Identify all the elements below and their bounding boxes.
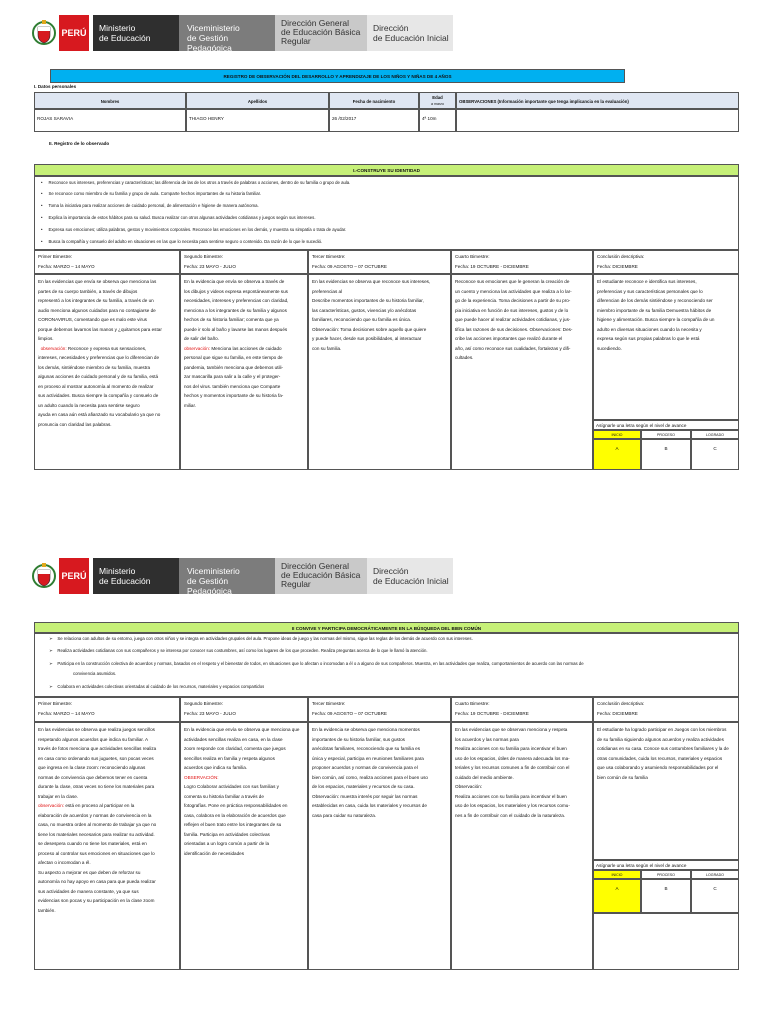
text-line: y puede hacer, desde sus posibilidades, al interactuar	[312, 336, 422, 341]
observation-label: observación:	[40, 345, 67, 351]
peru-logo	[25, 15, 93, 51]
direccion-inicial-block	[367, 15, 453, 51]
text-line: establecidas en casa, cuida los materiales y recursos de	[312, 803, 427, 808]
direccion-line: Regular	[281, 579, 311, 589]
text-line: proponer acuerdos y normas de convivencia para el	[312, 765, 418, 770]
fecha-label: Fecha: MARZO – 14 MAYO	[38, 263, 95, 269]
text-line: zar mascarilla para salir a la calle y el proteger-	[184, 374, 281, 379]
value-observaciones	[456, 109, 739, 132]
fecha-label: Fecha: 09 AGOSTO – 07 OCTUBRE	[312, 710, 387, 716]
direccion-line: Regular	[281, 36, 311, 46]
observation-line: observación: Menciona las acciones de cuidado	[184, 345, 282, 351]
section2-title: II CONVIVE Y PARTICIPA DEMOCRÁTICAMENTE EN LA BÚSQUEDA DEL BIEN COMÚN	[34, 622, 739, 633]
text-line: otras comunidades, cuida los recursos, materiales y espacios	[597, 755, 723, 761]
s2-conclusion-header	[593, 697, 739, 722]
direccion-general-block	[275, 15, 367, 51]
s2-nivel-proceso: PROCESO	[641, 870, 691, 879]
bimestre-label: Segundo Bimestre:	[184, 254, 224, 259]
text-line: algunas acciones de cuidado personal y de su familia, está	[38, 374, 159, 379]
text-line: de salir del baño.	[184, 336, 219, 341]
text-line: Logro Colaborar actividades con sus familias y	[184, 784, 279, 789]
text-line: Observación: muestra interés por seguir las normas	[312, 793, 418, 799]
text-line: casa, no muestra orden al momento de trabajar ya que no	[38, 822, 157, 827]
text-line: representó a los integrantes de su familia, a través de un	[38, 298, 154, 303]
s1-col3	[308, 274, 451, 470]
edad-label: Edad	[432, 95, 443, 100]
section2-competencias	[34, 633, 739, 697]
ministerio-line: de Educación	[99, 33, 151, 43]
direccion-line: de Educación Inicial	[373, 576, 449, 586]
s1-col2	[180, 274, 308, 470]
s1-col4	[451, 274, 593, 470]
s2-letra-b[interactable]: B	[641, 879, 691, 913]
s2-bim2-header	[180, 697, 308, 722]
s1-bim3-header	[308, 250, 451, 274]
section1-title: I.-CONSTRUYE SU IDENTIDAD	[34, 164, 739, 176]
text-line: cuidado del medio ambiente.	[455, 774, 514, 780]
text-line: única y especial, participa en reuniones familiares para	[312, 755, 424, 761]
s2-nivel-blank	[593, 913, 739, 970]
text-line: Observación:	[455, 784, 483, 789]
value-apellidos: THIAGO HENRY	[186, 109, 329, 132]
coat-of-arms-icon	[31, 18, 57, 48]
text-line: afectan o incomodan a él.	[38, 860, 91, 865]
text-line: en proceso al mostrar autonomía al momento de realizar	[38, 383, 154, 389]
competencia-item-cont: convivencia asumidos.	[73, 671, 117, 676]
coat-of-arms-icon	[31, 561, 57, 591]
text-line: adulto en diversas situaciones cuando la necesita y	[597, 326, 702, 332]
fecha-label: Fecha: 23 MAYO - JULIO	[184, 263, 236, 269]
text-line: familiares, reconociendo que su familia es única.	[312, 317, 412, 322]
bimestre-label: Tercer Bimestre:	[312, 701, 346, 706]
s2-col4	[451, 722, 593, 970]
th-nombres: Nombres	[34, 92, 186, 109]
text-line: año, así como reconoce sus cualidades, fortalezas y difi-	[455, 345, 571, 351]
bimestre-label: Tercer Bimestre:	[312, 254, 346, 259]
text-line: diferencian de los demás sintiéndose y reconociendo ser	[597, 298, 713, 303]
competencia-item: • Toma la iniciativa para realizar acciones de cuidado personal, de alimentación e higiene de manera autónoma.	[41, 203, 259, 208]
bimestre-label: Conclusión descriptiva:	[597, 254, 645, 259]
text-line: preferencias al	[312, 288, 343, 294]
text-line: también.	[38, 907, 56, 913]
text-line: CORONAVIRUS, comentando que es malo este virus	[38, 317, 147, 322]
text-line: reflejen el buen trato entre los integrantes de su	[184, 822, 282, 827]
text-line: familia. Participa en actividades colectivas	[184, 831, 270, 837]
s2-letra-c[interactable]: C	[691, 879, 739, 913]
direccion-line: de Educación Básica	[281, 570, 361, 580]
viceministerio-line: de Gestión Pedagógica	[187, 33, 232, 53]
text-line: Su aspecto a mejorar es que deben de reforzar su	[38, 869, 141, 875]
text-line: uso de los espacios, los materiales y los recursos comu-	[455, 803, 570, 808]
text-line: un adulto cuando la necesita para sentirse seguro	[38, 402, 140, 408]
text-line: En la evidencia que envía se observa que menciona que	[184, 727, 300, 732]
header-banner	[25, 15, 457, 51]
text-line: identificación de necesidades	[184, 850, 245, 856]
peru-label: PERÚ	[59, 558, 89, 594]
s2-nivel-label: Asígnarle una letra según el nivel de avance	[593, 860, 739, 870]
competencia-item: • Busca la compañía y consuelo del adulto en situaciones en las que lo necesita para sentirse seguro o contenido. Da razón de lo que le sucedió.	[41, 239, 323, 244]
observation-label: OBSERVACIÓN:	[184, 774, 219, 780]
s2-bim1-header	[34, 697, 180, 722]
text-line: en casa como ordenando sus juguetes, son pocas veces	[38, 755, 154, 761]
text-line: menciona a los integrantes de su familia y algunos	[184, 307, 287, 313]
s1-nivel-inicio: INICIO	[593, 430, 641, 439]
text-line: sus actividades. Busca siempre la compañía y consuelo de	[38, 393, 159, 398]
text-line: expresa según sus propias palabras lo que le está	[597, 336, 700, 341]
ministerio-block	[93, 558, 179, 594]
registro-observado-title: II. Registro de lo observado	[49, 141, 110, 146]
text-line: de su familia siguiendo algunos acuerdos y realiza actividades	[597, 736, 724, 742]
text-line: partes de su cuerpo también, a través de dibujos	[38, 288, 138, 294]
competencia-item: • Se reconoce como miembro de su familia y grupo de aula. Comparte hechos importantes de su historia familiar.	[41, 191, 262, 196]
text-line: Realiza acciones con su familia para incentivar el buen	[455, 746, 567, 751]
s1-letra-b[interactable]: B	[641, 439, 691, 470]
text-line: los dibujos y videos expresa espontáneamente sus	[184, 288, 288, 294]
s2-nivel-inicio: INICIO	[593, 870, 641, 879]
edad-sub-label: a marzo	[431, 102, 444, 106]
text-line: los acuerdos y las normas para	[455, 736, 519, 742]
text-line: proceso al controlar sus emociones en situaciones que lo	[38, 850, 155, 856]
text-line: las características, gustos, vivencias y/o anécdotas	[312, 307, 417, 313]
peru-logo	[25, 558, 93, 594]
ministerio-line: de Educación	[99, 576, 151, 586]
fecha-label: Fecha: MARZO – 14 MAYO	[38, 710, 95, 716]
text-line: actividades sencillas realiza en casa, en la clase	[184, 736, 283, 742]
registro-title: REGISTRO DE OBSERVACIÓN DEL DESARROLLO Y APRENDIZAJE DE LOS NIÑOS Y NIÑAS DE 4 AÑOS	[50, 69, 625, 83]
bimestre-label: Primer Bimestre:	[38, 254, 73, 259]
text-line: En la evidencia se observa que menciona momentos	[312, 727, 420, 732]
text-line: fotografías. Pone en práctica responsabilidades en	[184, 803, 288, 808]
text-line: autonomía no hay apoyo en casa para que pueda realizar	[38, 879, 156, 884]
text-line: personal que sigue su familia, en este tiempo de	[184, 355, 283, 360]
text-line: go de la experiencia. Toma decisiones a partir de su pro-	[455, 298, 571, 303]
observation-line: observación: está en proceso al participar en la	[38, 803, 135, 808]
header-banner-2	[25, 558, 457, 594]
text-line: respetando algunos acuerdos que indica su familiar. A	[38, 736, 149, 742]
competencia-item: • Reconoce sus intereses, preferencias y características; las diferencia de las de los otros a través de palabras o acciones, dentro de su familia o grupo de aula.	[41, 180, 351, 185]
text-line: limpios.	[38, 336, 54, 341]
text-line: El estudiante ha logrado participar en Juegos con los miembros	[597, 727, 727, 732]
s1-letra-a[interactable]: A	[593, 439, 641, 470]
text-line: porque debemos lavarnos las manos y ¿quitarnos para estar	[38, 326, 162, 332]
text-line: Realiza acciones con su familia para incentivar el buen	[455, 793, 567, 799]
th-fecha-nacimiento: Fecha de nacimiento	[329, 92, 419, 109]
text-line: los demás, sintiéndose miembro de su familia, muestra	[38, 364, 151, 370]
text-line: pandemia, también menciona que debemos utili-	[184, 364, 284, 370]
th-apellidos: Apellidos	[186, 92, 329, 109]
text-line: que usa colaborando y asumiendo responsabilidades por el	[597, 765, 719, 770]
text-line: tifica las razones de sus decisiones. Observaciones: Des-	[455, 326, 573, 332]
fecha-label: Fecha: 23 MAYO - JULIO	[184, 710, 236, 716]
text-line: pia iniciativa en función de sus intereses, gustos y de lo	[455, 307, 569, 313]
s1-nivel-label: Asígnarle una letra según el nivel de avance	[593, 420, 739, 430]
text-line: En las evidencias se observa que realiza juegos sencillos	[38, 727, 155, 732]
text-line: importantes de su historia familiar, sus gustos	[312, 736, 405, 742]
text-line: puede ir solo al baño y lavarse las manos después	[184, 326, 288, 332]
s1-bim2-header	[180, 250, 308, 274]
text-line: tiene los materiales necesarios para realizar su actividad.	[38, 831, 155, 837]
competencia-item: ➢ Se relaciona con adultos de su entorno, juega con otros niños y se integra en actividades grupales del aula. Propone ideas de juego y las normas del mismo, sigue las reglas de los demás de acuerdo con sus intereses.	[49, 636, 473, 641]
viceministerio-line: de Gestión Pedagógica	[187, 576, 232, 596]
ministerio-line: Ministerio	[99, 566, 136, 576]
fecha-label: Fecha: DICIEMBRE	[597, 263, 638, 269]
bimestre-label: Cuarto Bimestre:	[455, 701, 490, 706]
observation-line: observación: Reconoce y expresa sus sensaciones,	[40, 345, 147, 351]
text-line: evidencias son pocas y su participación en la clase zoom	[38, 898, 155, 903]
th-observaciones: OBSERVACIONES (Información importante que tenga implicancia en la evaluación)	[456, 92, 739, 109]
text-line: necesidades, intereses y preferencias con claridad,	[184, 298, 289, 303]
s1-nivel-proceso: PROCESO	[641, 430, 691, 439]
s2-col3	[308, 722, 451, 970]
text-line: se desespera cuando no tiene los materiales, está en	[38, 841, 147, 846]
text-line: ayuda en casa aún está afianzado su vocabulario ya que no	[38, 412, 161, 417]
fecha-label: Fecha: 19 OCTUBRE - DICIEMBRE	[455, 263, 529, 269]
s1-bim4-header	[451, 250, 593, 274]
text-line: cotidianas en su casa. Conoce sus costumbres familiares y la de	[597, 746, 729, 751]
viceministerio-line: Viceministerio	[187, 566, 240, 576]
text-line: uso de los espacios, útiles de manera adecuada los ma-	[455, 755, 570, 761]
value-nombres: ROJAS SARAVIA	[34, 109, 186, 132]
text-line: audio menciona algunos cuidados para no contagiarse de	[38, 307, 156, 313]
text-line: con su familia.	[312, 345, 342, 351]
text-line: miliar.	[184, 402, 196, 408]
text-line: casa para cuidar su naturaleza.	[312, 812, 377, 818]
text-line: En las evidencias que se observan menciona y respeta	[455, 727, 568, 732]
text-line: cultades.	[455, 355, 474, 360]
s2-bim4-header	[451, 697, 593, 722]
direccion-line: de Educación Inicial	[373, 33, 449, 43]
text-line: En las evidencias que envía se observa que menciona las	[38, 279, 157, 284]
s2-letra-a[interactable]: A	[593, 879, 641, 913]
text-line: higiene y alimentación. Busca siempre la compañía de un	[597, 317, 715, 322]
text-line: sus actividades de manera constante, ya que sus	[38, 888, 139, 894]
text-line: zoom responde con claridad, comenta que juegos	[184, 746, 286, 751]
bimestre-label: Cuarto Bimestre:	[455, 254, 490, 259]
text-line: En la evidencia que envía se observa a través de	[184, 279, 285, 284]
s2-col2	[180, 722, 308, 970]
text-line: teriales y los recursos comunes a fin de contribuir con el	[455, 765, 570, 770]
text-line: hechos y momentos importante de su historia fa-	[184, 393, 284, 398]
text-line: durante la clase, otras veces no tiene los materiales para	[38, 784, 155, 789]
text-line: intereses, necesidades y preferencias que lo diferencian de	[38, 355, 160, 360]
fecha-label: Fecha: DICIEMBRE	[597, 710, 638, 716]
text-line: casa, colabora en la elaboración de acuerdos que	[184, 812, 286, 818]
fecha-label: Fecha: 09 AGOSTO – 07 OCTUBRE	[312, 263, 387, 269]
s2-col1	[34, 722, 180, 970]
text-line: trabajar en la clase.	[38, 793, 79, 799]
direccion-line: Dirección	[373, 23, 409, 33]
text-line: que puede hacer al realizar actividades cotidianas, y jus-	[455, 317, 571, 322]
text-line: El estudiante reconoce e identifica sus intereses,	[597, 279, 697, 284]
s1-col5	[593, 274, 739, 420]
text-line: nes a fin de contribuir con el cuidado de la naturaleza.	[455, 812, 566, 818]
ministerio-block	[93, 15, 179, 51]
text-line: Reconoce sus emociones que le generan la creación de	[455, 279, 570, 284]
observation-label: observación:	[38, 803, 65, 808]
text-line: Observación: Toma decisiones sobre aquello que quiere	[312, 326, 427, 332]
text-line: través de fotos menciona que actividades sencillas realiza	[38, 746, 157, 751]
competencia-item: ➢ Colabora en actividades colectivas orientadas al cuidado de los recursos, materiales y espacios compartidos	[49, 684, 265, 689]
text-line: miembro importante de su familia Demuestra hábitos de	[597, 307, 712, 313]
text-line: normas de convivencia que debemos tener en cuenta	[38, 774, 148, 780]
text-line: preferencias y sus características personales que lo	[597, 288, 703, 294]
direccion-line: Dirección	[373, 566, 409, 576]
observation-label: observación:	[184, 345, 211, 351]
datos-personales-title: I. Datos personales	[34, 84, 77, 89]
text-line: sencillos realiza en familia y respeta algunos	[184, 755, 275, 761]
viceministerio-line: Viceministerio	[187, 23, 240, 33]
text-line: anécdotas familiares, reconociendo que su familia es	[312, 746, 421, 751]
s2-col5	[593, 722, 739, 860]
direccion-line: Dirección General	[281, 18, 350, 28]
text-line: pronuncia con claridad las palabras.	[38, 421, 112, 427]
text-line: acuerdos que indica su familia.	[184, 765, 248, 770]
competencia-item: • Explica la importancia de estos hábitos para su salud. Busca realizar con otros algunas actividades cotidianas y juegos según sus intereses.	[41, 215, 316, 220]
value-fecha-nacimiento: 26 /02/2017	[329, 109, 419, 132]
bimestre-label: Primer Bimestre:	[38, 701, 73, 706]
s1-letra-c[interactable]: C	[691, 439, 739, 470]
s2-nivel-logrado: LOGRADO	[691, 870, 739, 879]
s1-nivel-logrado: LOGRADO	[691, 430, 739, 439]
direccion-line: de Educación Básica	[281, 27, 361, 37]
bimestre-label: Conclusión descriptiva:	[597, 701, 645, 706]
direccion-general-block	[275, 558, 367, 594]
text-line: bien común, así como, realiza acciones para el buen uso	[312, 774, 428, 780]
direccion-inicial-block	[367, 558, 453, 594]
text-line: En las evidencias se observa que reconoce sus intereses,	[312, 279, 431, 284]
text-line: hechos de su historia familiar; comenta que ya	[184, 317, 279, 322]
competencia-item: • Expresa sus emociones; utiliza palabras, gestos y movimientos corporales. Reconoce las emociones en los demás, y muestra su simpatía o trata de ayudar.	[41, 227, 347, 232]
text-line: de los espacios, materiales y recursos de su casa.	[312, 784, 415, 789]
text-line: cribe las acciones importantes que realizó durante el	[455, 336, 563, 341]
s2-bim3-header	[308, 697, 451, 722]
bimestre-label: Segundo Bimestre:	[184, 701, 224, 706]
viceministerio-block	[179, 558, 275, 594]
section1-competencias	[34, 176, 739, 250]
text-line: un cuento y menciona las actividades que realiza a lo lar-	[455, 288, 572, 294]
text-line: elaboración de acuerdos y normas de convivencia en la	[38, 812, 152, 818]
viceministerio-block	[179, 15, 275, 51]
text-line: sucediendo.	[597, 345, 622, 351]
text-line: que ingresa en la clase zoom: reconociendo algunas	[38, 765, 146, 770]
th-edad	[419, 92, 456, 109]
direccion-line: Dirección General	[281, 561, 350, 571]
competencia-item: ➢ Realiza actividades cotidianas con sus compañeros y se interesa por conocer sus costumbres, así como los lugares de los que proceden. Realiza preguntas acerca de lo que le llamó la atención.	[49, 648, 428, 653]
text-line: bien común de su familia	[597, 774, 648, 780]
competencia-item: ➢ Participa en la construcción colectiva de acuerdos y normas, basados en el respeto y el bienestar de todos, en situaciones que lo afectan o incomodan a él o a alguno de sus compañeros. Muestra, en las actividades que realiza, comportamientos de acuerdo con las normas de	[49, 661, 584, 666]
text-line: Describe momentos importantes de su historia familiar,	[312, 298, 424, 303]
text-line: orientadas a un logro común a partir de la	[184, 841, 270, 846]
ministerio-line: Ministerio	[99, 23, 136, 33]
s1-conclusion-header	[593, 250, 739, 274]
s1-col1	[34, 274, 180, 470]
peru-label: PERÚ	[59, 15, 89, 51]
text-line: nos del virus. también menciona que Comparte	[184, 383, 281, 389]
s1-bim1-header	[34, 250, 180, 274]
value-edad: 4ª 10m	[419, 109, 456, 132]
text-line: comenta su historia familiar a través de	[184, 793, 264, 799]
fecha-label: Fecha: 19 OCTUBRE - DICIEMBRE	[455, 710, 529, 716]
